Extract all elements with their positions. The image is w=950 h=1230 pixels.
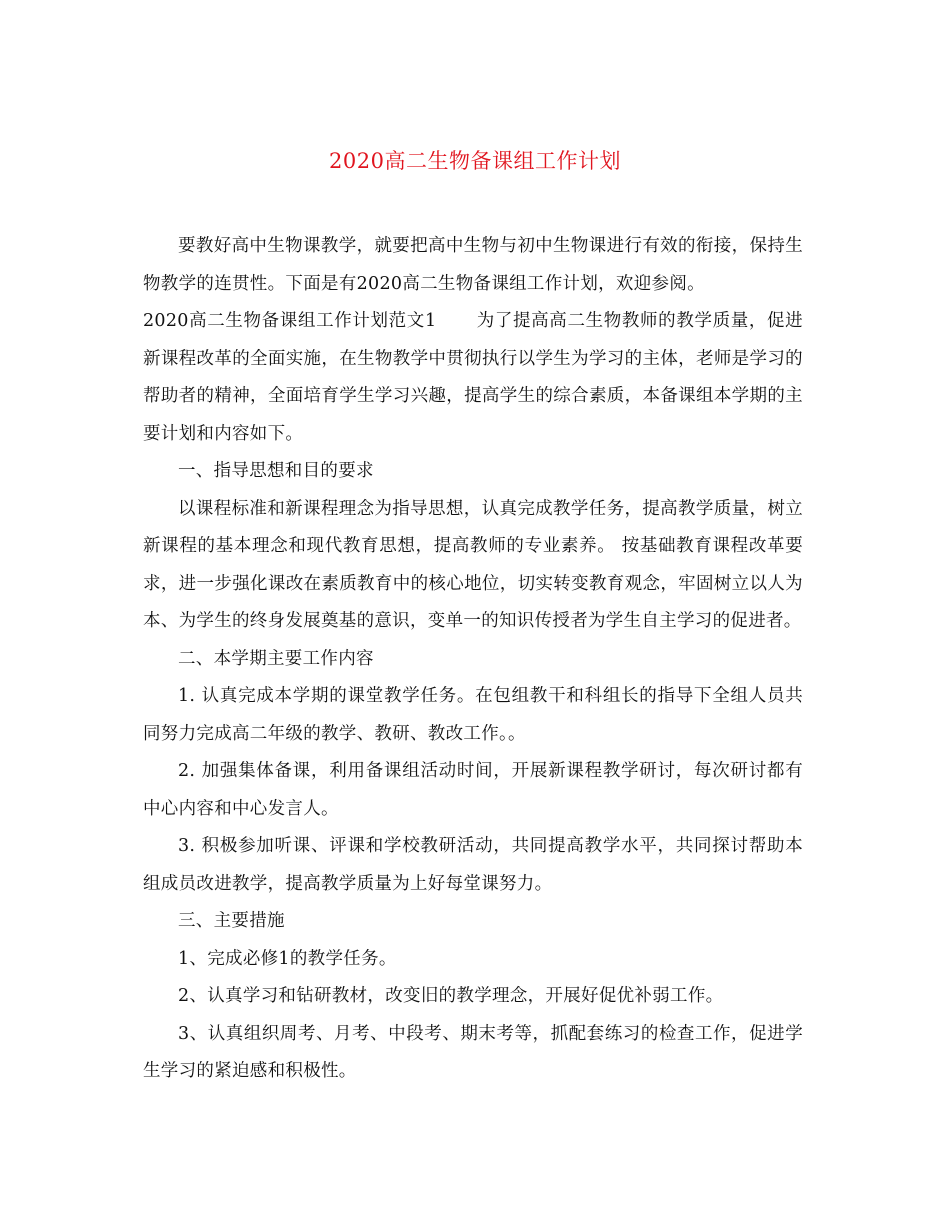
section3-heading: 三、主要措施 — [178, 911, 285, 931]
section2-heading: 二、本学期主要工作内容 — [178, 648, 374, 669]
document-body — [143, 228, 803, 1091]
section1-body: 以课程标准和新课程理念为指导思想，认真完成教学任务，提高教学质量，树立新课程的基本理念和现代教育思想，提高教师的专业素养。 按基础教育课程改革要求，进一步强化课改在素质教育中的核心地位，切实转变教育观念，牢固树立以人为本、为学生的终身发展奠基的意识，变单一的知识传授者为学生自主学习的促进者。 — [143, 498, 803, 631]
document-title: 2020高二生物备课组工作计划 — [329, 149, 621, 173]
section3-item: 3、认真组织周考、月考、中段考、期末考等，抓配套练习的检查工作，促进学生学习的紧迫感和积极性。 — [143, 1023, 803, 1081]
sample-label: 2020高二生物备课组工作计划范文1 — [143, 311, 437, 331]
section1-heading: 一、指导思想和目的要求 — [178, 461, 374, 481]
sample-paragraph — [143, 303, 803, 453]
section3-item: 2、认真学习和钻研教材，改变旧的教学理念，开展好促优补弱工作。 — [178, 986, 724, 1006]
sample-intro: 为了提高高二生物教师的教学质量，促进新课程改革的全面实施，在生物教学中贯彻执行以学生为学习的主体，老师是学习的帮助者的精神，全面培育学生学习兴趣，提高学生的综合素质，本备课组本学期的主要计划和内容如下。 — [143, 311, 803, 444]
section2-item: 1. 认真完成本学期的课堂教学任务。在包组教干和科组长的指导下全组人员共同努力完成高二年级的教学、教研、教改工作。。 — [143, 686, 803, 744]
section2-item: 3. 积极参加听课、评课和学校教研活动，共同提高教学水平，共同探讨帮助本组成员改进教学，提高教学质量为上好每堂课努力。 — [143, 836, 803, 894]
section2-item: 2. 加强集体备课，利用备课组活动时间，开展新课程教学研讨，每次研讨都有中心内容和中心发言人。 — [143, 761, 803, 819]
intro-paragraph: 要教好高中生物课教学，就要把高中生物与初中生物课进行有效的衔接，保持生物教学的连贯性。下面是有2020高二生物备课组工作计划，欢迎参阅。 — [143, 236, 803, 294]
section3-item: 1、完成必修1的教学任务。 — [178, 948, 397, 969]
